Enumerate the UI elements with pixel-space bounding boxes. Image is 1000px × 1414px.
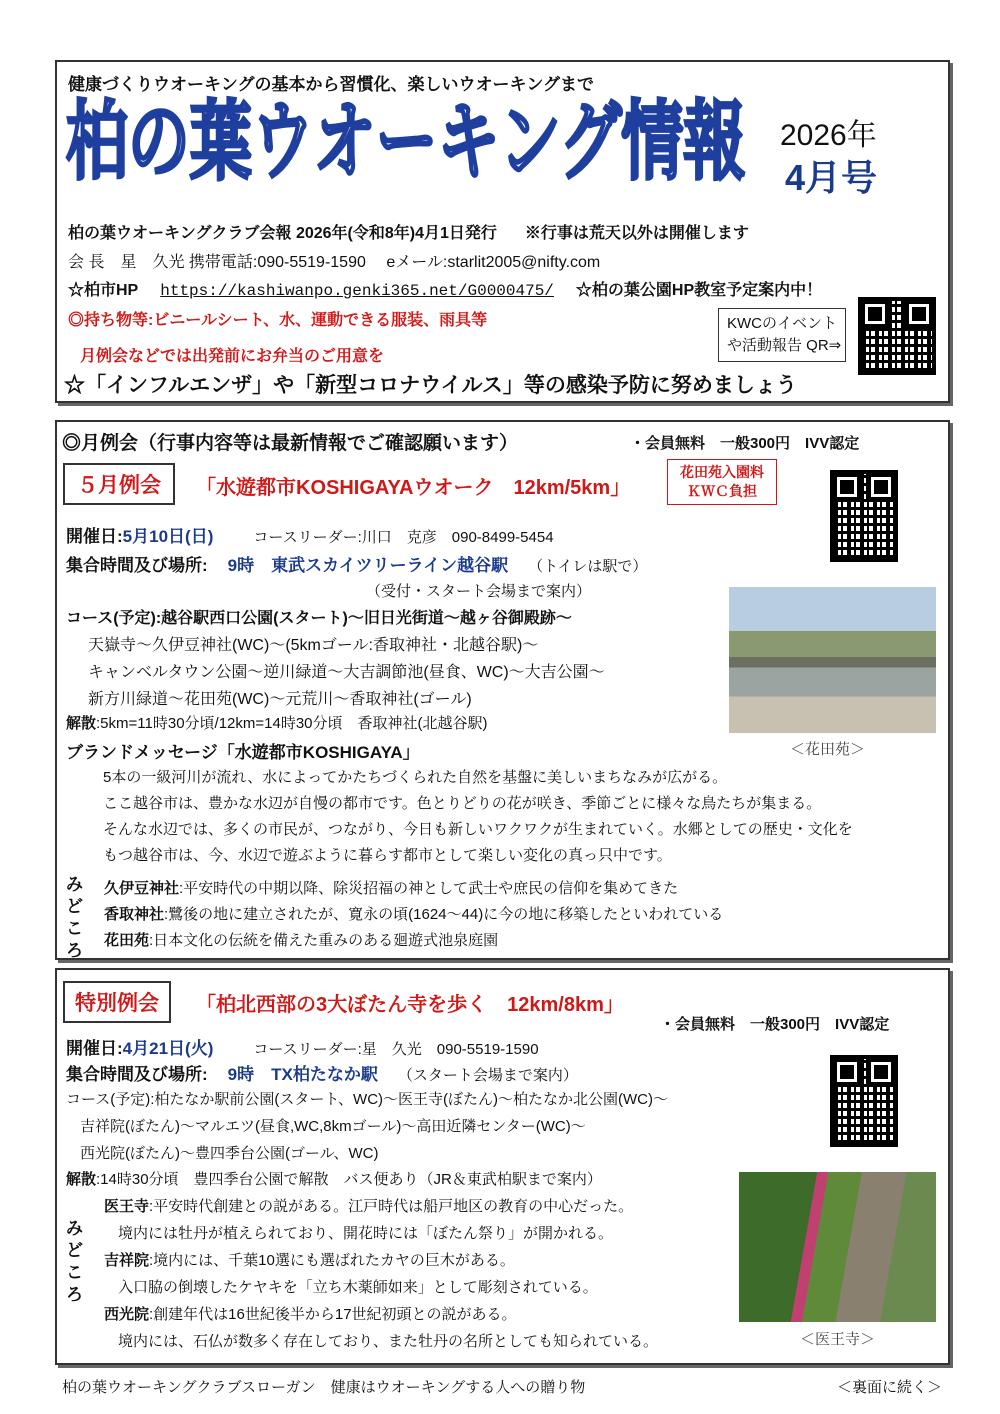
park-hp-note: ☆柏の葉公園HP教室予定案内中！ (575, 282, 823, 299)
bento-note: 月例会などでは出発前にお弁当のご用意を (80, 348, 385, 365)
may-date-row (66, 522, 554, 547)
special-fee: ・会員無料 一般300円 IVV認定 (660, 1016, 890, 1033)
hp-label: ☆柏市HP (68, 282, 139, 299)
continued-note: ＜裏面に続く＞ (836, 1379, 942, 1396)
special-badge: 特別例会 (63, 981, 171, 1023)
sight-detail: 入口脇の倒壊したケヤキを「立ち木薬師如来」として彫刻されている。 (118, 1279, 598, 1296)
may-meet: 9時 東武スカイツリーライン越谷駅 (227, 556, 509, 575)
may-dismiss-row (66, 712, 488, 733)
may-meet-note: （トイレは駅で） (528, 558, 648, 575)
may-course (66, 605, 605, 713)
hp-row (68, 277, 822, 300)
sight-detail: 境内には牡丹が植えられており、開花時には「ぼたん祭り」が開かれる。 (118, 1225, 614, 1242)
publisher-row (68, 220, 749, 243)
sight-item: 医王寺:平安時代創建との説がある。江戸時代は船戸地区の教育の中心だった。 (104, 1198, 634, 1215)
issue-month: 4月号 (785, 157, 878, 198)
sight-detail: 境内には、石仏が数多く存在しており、また牡丹の名所としても知られている。 (118, 1333, 659, 1350)
president-contact: 会 長 星 久光 携帯電話:090-5519-1590 eメール:starlit2005@nifty.com (68, 254, 601, 271)
brand-text (103, 765, 853, 869)
may-badge: ５月例会 (63, 463, 175, 505)
brand-line: そんな水辺では、多くの市民が、つながり、今日も新しいワクワクが生まれていく。水郷としての歴史・文化を (103, 821, 853, 838)
photo-caption: ＜医王寺＞ (800, 1331, 876, 1348)
special-meet-row (66, 1060, 578, 1085)
date-label: 開催日: (66, 527, 123, 546)
hp-link[interactable]: https://kashiwanpo.genki365.net/G0000475/ (160, 282, 554, 300)
fee-note (667, 459, 777, 505)
sight-item: 久伊豆神社:平安時代の中期以降、除災招福の神として武士や庶民の信仰を集めてきた (104, 880, 679, 897)
may-leader: コースリーダー:川口 克彦 090-8499-5454 (253, 529, 554, 546)
club-slogan: 柏の葉ウオーキングクラブスローガン 健康はウオーキングする人への贈り物 (62, 1379, 586, 1396)
may-event-title: 「水遊都市KOSHIGAYAウオーク 12km/5km」 (196, 477, 631, 499)
kwc-qr-code[interactable] (858, 297, 936, 375)
course-line: 新方川緑道～花田苑(WC)～元荒川～香取神社(ゴール) (88, 691, 472, 708)
sight-item: 香取神社:鷺後の地に建立されたが、寛永の頃(1624～44)に今の地に移築したといわれている (104, 906, 724, 923)
fee-note-line: ＫＷＣ負担 (687, 483, 757, 499)
brand-line: もつ越谷市は、今、水辺で遊ぶように暮らす都市として楽しい変化の真っ只中です。 (103, 847, 672, 864)
special-meet: 9時 TX柏たなか駅 (227, 1065, 378, 1084)
qr-note-box (718, 308, 846, 362)
brand-message: ブランドメッセージ「水遊都市KOSHIGAYA」 (66, 743, 420, 762)
may-meet-note2: （受付・スタート会場まで案内） (366, 583, 592, 600)
special-sights (104, 1193, 658, 1355)
hanadaen-photo (729, 587, 936, 733)
page-title: 柏の葉ウオーキング情報 (66, 94, 746, 190)
may-meet-row (66, 551, 647, 576)
sight-item: 西光院:創建年代は16世紀後半から17世紀初頭との説がある。 (104, 1306, 517, 1323)
fee-note-line: 花田苑入園料 (680, 464, 764, 480)
special-leader: コースリーダー:星 久光 090-5519-1590 (253, 1041, 539, 1058)
may-dismiss: :5km=11時30分頃/12km=14時30分頃 香取神社(北越谷駅) (96, 715, 488, 732)
items-to-bring: ◎持ち物等:ビニールシート、水、運動できる服装、雨具等 (68, 312, 488, 329)
brand-line: ここ越谷市は、豊かな水辺が自慢の都市です。色とりどりの花が咲き、季節ごとに様々な鳥たちが集まる。 (103, 795, 822, 812)
special-date: 4月21日(火) (122, 1039, 214, 1058)
qr-note-line: や活動報告 QR⇒ (727, 337, 842, 354)
footer-row (62, 1376, 942, 1397)
course-line: キャンベルタウン公園～逆川緑道～大吉調節池(昼食、WC)～大吉公園～ (88, 664, 605, 681)
midokoro-label: みどころ (66, 1219, 83, 1304)
special-dismiss-row (66, 1168, 602, 1189)
may-qr-code[interactable] (830, 470, 898, 562)
special-date-row (66, 1034, 539, 1059)
course-line: 天嶽寺～久伊豆神社(WC)～(5kmゴール:香取神社・北越谷駅)～ (88, 637, 539, 654)
midokoro-label: みどころ (66, 875, 83, 960)
dismiss-label: 解散 (66, 715, 97, 732)
special-course (66, 1086, 668, 1167)
publisher: 柏の葉ウオーキングクラブ会報 2026年(令和8年)4月1日発行 (68, 225, 497, 242)
qr-note-line: KWCのイベント (727, 315, 837, 332)
special-meet-note: （スタート会場まで案内） (397, 1067, 578, 1084)
course-line: コース(予定):越谷駅西口公園(スタート)～旧日光街道～越ヶ谷御殿跡～ (66, 610, 572, 627)
brand-line: 5本の一級河川が流れ、水によってかたちづくられた自然を基盤に美しいまちなみが広がる。 (103, 769, 728, 786)
weather-note: ※行事は荒天以外は開催します (524, 225, 749, 242)
may-sights (104, 876, 723, 954)
special-dismiss: :14時30分頃 豊四季台公園で解散 バス便あり（JR＆東武柏駅まで案内） (96, 1171, 602, 1188)
special-event-title: 「柏北西部の3大ぼたん寺を歩く 12km/8km」 (196, 994, 624, 1016)
sight-item: 花田苑:日本文化の伝統を備えた重みのある廻遊式池泉庭園 (104, 932, 499, 949)
monthly-fee: ・会員無料 一般300円 IVV認定 (630, 435, 860, 452)
monthly-heading: ◎月例会（行事内容等は最新情報でご確認願います） (62, 433, 519, 454)
sight-item: 吉祥院:境内には、千葉10選にも選ばれたカヤの巨木がある。 (104, 1252, 515, 1269)
issue-year: 2026年 (780, 119, 877, 152)
course-line: 吉祥院(ぼたん)～マルエツ(昼食,WC,8kmゴール)～高田近隣センター(WC)～ (80, 1118, 586, 1135)
dismiss-label: 解散 (66, 1171, 97, 1188)
tagline: 健康づくりウオーキングの基本から習慣化、楽しいウオーキングまで (68, 75, 594, 94)
meet-label: 集合時間及び場所: (66, 1065, 208, 1084)
photo-caption: ＜花田苑＞ (790, 741, 866, 758)
meet-label: 集合時間及び場所: (66, 556, 208, 575)
course-line: コース(予定):柏たなか駅前公園(スタート、WC)～医王寺(ぼたん)～柏たなか北公園(WC)～ (66, 1091, 669, 1108)
date-label: 開催日: (66, 1039, 123, 1058)
infection-notice: ☆「インフルエンザ」や「新型コロナウイルス」等の感染予防に努めましょう (64, 374, 797, 397)
special-qr-code[interactable] (830, 1055, 898, 1147)
may-date: 5月10日(日) (122, 527, 214, 546)
iouji-photo (739, 1172, 936, 1322)
course-line: 西光院(ぼたん)～豊四季台公園(ゴール、WC) (80, 1145, 379, 1162)
